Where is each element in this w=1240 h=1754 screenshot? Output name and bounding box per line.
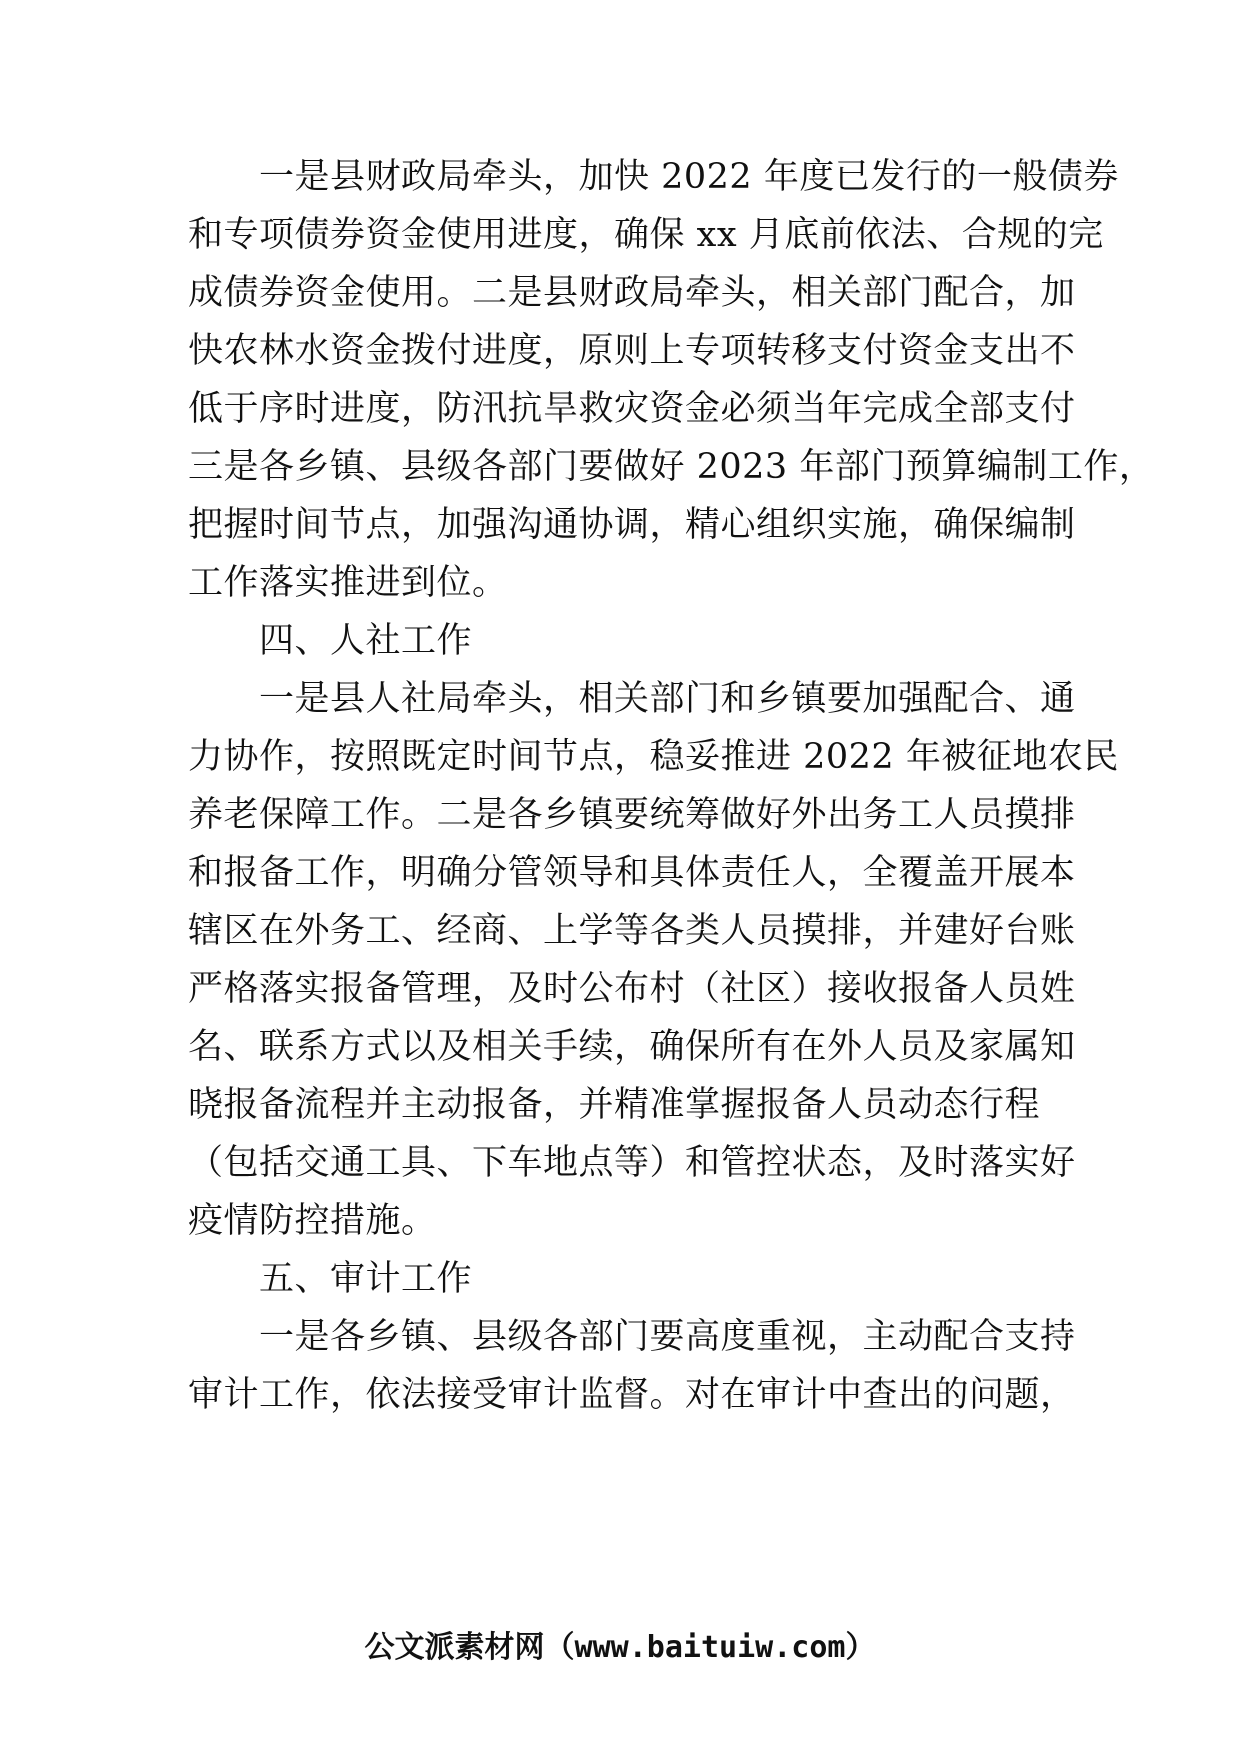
body-text-line: 一是县人社局牵头，相关部门和乡镇要加强配合、通 — [188, 679, 1076, 719]
body-text-line: 和专项债券资金使用进度，确保 xx 月底前依法、合规的完 — [188, 215, 1104, 255]
body-text-line: 工作落实推进到位。 — [188, 563, 508, 603]
body-text-line: 低于序时进度，防汛抗旱救灾资金必须当年完成全部支付 — [188, 389, 1076, 429]
body-text-line: 严格落实报备管理，及时公布村（社区）接收报备人员姓 — [188, 969, 1076, 1009]
body-text-line: 疫情防控措施。 — [188, 1201, 437, 1241]
body-text-line: 一是县财政局牵头，加快 2022 年度已发行的一般债券 — [188, 157, 1119, 197]
body-text-line: （包括交通工具、下车地点等）和管控状态，及时落实好 — [188, 1143, 1076, 1183]
body-text-line: 名、联系方式以及相关手续，确保所有在外人员及家属知 — [188, 1027, 1076, 1067]
body-text-line: 把握时间节点，加强沟通协调，精心组织实施，确保编制 — [188, 505, 1076, 545]
body-text-line: 三是各乡镇、县级各部门要做好 2023 年部门预算编制工作， — [188, 447, 1155, 487]
body-text-line: 养老保障工作。二是各乡镇要统筹做好外出务工人员摸排 — [188, 795, 1076, 835]
page-footer-watermark: 公文派素材网（www.baituiw.com） — [364, 1630, 876, 1665]
body-text-line: 和报备工作，明确分管领导和具体责任人，全覆盖开展本 — [188, 853, 1076, 893]
body-text-line: 审计工作，依法接受审计监督。对在审计中查出的问题， — [188, 1375, 1076, 1415]
body-text-line: 晓报备流程并主动报备，并精准掌握报备人员动态行程 — [188, 1085, 1041, 1125]
body-text-line: 一是各乡镇、县级各部门要高度重视，主动配合支持 — [188, 1317, 1076, 1357]
section-heading: 五、审计工作 — [188, 1259, 473, 1299]
body-text-line: 辖区在外务工、经商、上学等各类人员摸排，并建好台账 — [188, 911, 1076, 951]
body-text-line: 力协作，按照既定时间节点，稳妥推进 2022 年被征地农民 — [188, 737, 1119, 777]
section-heading: 四、人社工作 — [188, 621, 473, 661]
body-text-line: 快农林水资金拨付进度，原则上专项转移支付资金支出不 — [188, 331, 1076, 371]
body-text-line: 成债券资金使用。二是县财政局牵头，相关部门配合，加 — [188, 273, 1076, 313]
